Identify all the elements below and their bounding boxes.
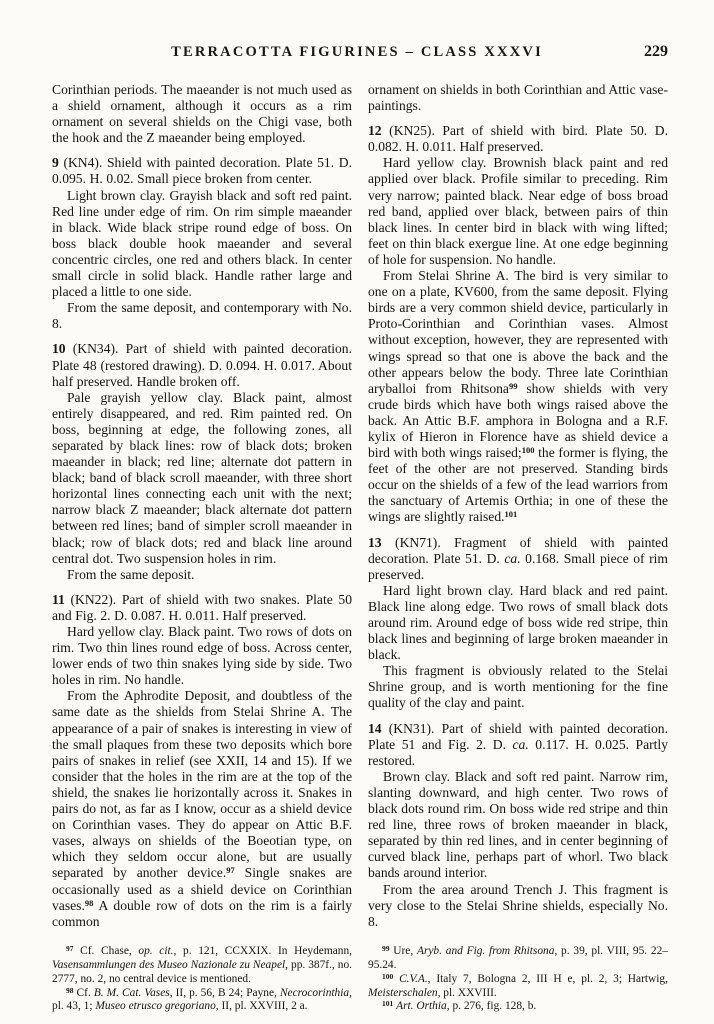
page-title: TERRACOTTA FIGURINES – CLASS XXXVI: [171, 44, 543, 60]
paragraph: [368, 155, 668, 268]
text-run: 10: [52, 341, 66, 357]
text-run: From the Aphrodite Deposit, and doubtless of the same date as the shields from Stelai Shrine A. The appearance of a pair of snakes is interesting in view of the small plaques from these two deposits which bore pairs of snakes in relief (see XXII, 14 and 15). If we consider that the holes in the rim are at the top of the shield, the snakes lie horizontally across it. Snakes in pairs do not, as far as I know, occur as a shield device on Corinthian vases. They do appear on Attic B.F. vases, always on shields of the Boeotian type, on which they seldom occur alone, but are usually separated by another device.: [52, 688, 352, 881]
footnote-ref: 101: [382, 999, 394, 1009]
text-run: Pale grayish yellow clay. Black paint, almost entirely disappeared, and red. Rim painted red. On boss, beginning at edge, the following zones, all separated by black lines: row of black dots; broken maeander in black; red line; alternate dot pattern in black; band of black scroll maeander, with three short horizontal lines connecting each unit with the next; narrow black Z maeander; black alternate dot pattern between red lines; band of simpler scroll maeander in black; row of black dots; red and black line around central dot. Two suspension holes in rim.: [52, 389, 352, 566]
text-run: op. cit.: [138, 944, 174, 957]
paragraph: [368, 663, 668, 711]
paragraph: [368, 769, 668, 882]
footnote: [368, 1000, 668, 1014]
text-run: Art. Orthia: [396, 1000, 447, 1013]
text-run: 9: [52, 155, 59, 171]
text-run: ornament on shields in both Corinthian and Attic vase-paintings.: [368, 82, 668, 114]
footnote: [52, 945, 352, 987]
paragraph: [52, 624, 352, 688]
text-run: , p. 276, fig. 128, b.: [446, 1000, 537, 1013]
text-run: , p. 121, CCXXIX. In Heydemann,: [173, 944, 352, 957]
page-number: 229: [644, 43, 668, 60]
catalog-entry-heading: [52, 155, 352, 187]
text-run: show shields with very crude birds which have both wings raised above the back. An Attic B.F. amphora in Bologna and a R.F. kylix of Hieron in Florence have as shield device a bird with both wings raised;: [368, 380, 668, 461]
paragraph: [368, 268, 668, 526]
column-left-footnotes: [52, 945, 352, 1015]
text-run: (KN71). Fragment of shield with painted decoration. Plate 51. D.: [368, 534, 668, 566]
text-run: ca.: [504, 550, 521, 566]
text-run: From Stelai Shrine A. The bird is very similar to one on a plate, KV600, from the same deposit. Flying birds are a very common shield device, particularly in Proto-Corinthian and Corinthian vases. Almost without exception, however, they are represented with wings spread so that one is above the back and the other appears below the body. Three late Corinthian aryballoi from Rhitsona: [368, 268, 668, 396]
text-run: Aryb. and Fig. from Rhitsona: [416, 944, 555, 957]
footnote-ref: 100: [521, 445, 535, 456]
paragraph: [52, 390, 352, 567]
text-run: the former is flying, the feet of the other are not preserved. Standing birds occur on the shields of a few of the lead warriors from the sanctuary of Artemis Orthia; in one of these the wings are slightly raised.: [368, 445, 668, 525]
text-run: , pp. 387f., no. 2777, no. 2, no central device is mentioned.: [52, 958, 352, 985]
text-run: , Italy 7, Bologna 2, III H e, pl. 2, 3; Hartwig,: [427, 972, 668, 985]
text-run: (KN22). Part of shield with two snakes. Plate 50 and Fig. 2. D. 0.087. H. 0.011. Half preserved.: [52, 591, 352, 623]
text-run: A double row of dots on the rim is a fairly common: [52, 897, 352, 929]
page-body: [52, 82, 668, 1014]
paragraph: [368, 882, 668, 930]
text-run: 11: [52, 591, 65, 607]
footnote: [368, 973, 668, 1001]
text-run: 0.168. Small piece of rim preserved.: [368, 550, 668, 582]
text-run: (KN34). Part of shield with painted decoration. Plate 48 (restored drawing). D. 0.094. H. 0.017. About half preserved. Handle broken off.: [52, 341, 352, 389]
text-run: Hard light brown clay. Hard black and red paint. Black line along edge. Two rows of small black dots around rim. Around edge of boss wide red stripe, thin black lines and beginning of large broken maeander in black.: [368, 582, 668, 663]
text-run: (KN25). Part of shield with bird. Plate 50. D. 0.082. H. 0.011. Half preserved.: [368, 123, 668, 155]
text-run: Brown clay. Black and soft red paint. Narrow rim, slanting downward, and high center. Two rows of black dots round rim. On boss wide red stripe and thin red line, three rows of broken maeander in black, separated by thin red lines, and in center beginning of curved black line, perhaps part of whorl. Two black bands around interior.: [368, 768, 668, 881]
catalog-entry-heading: [368, 721, 668, 769]
text-run: From the same deposit, and contemporary with No. 8.: [52, 300, 352, 332]
paragraph: [52, 688, 352, 929]
text-run: 12: [368, 123, 382, 139]
catalog-entry-heading: [52, 592, 352, 624]
column-left: [52, 82, 352, 1014]
text-run: Vasensammlungen des Museo Nazionale zu Neapel: [52, 958, 286, 971]
text-run: Cf. Chase,: [73, 944, 139, 957]
column-left-text: [52, 82, 352, 930]
footnote-ref: 100: [382, 971, 394, 981]
text-run: Corinthian periods. The maeander is not much used as a shield ornament, although it occurs as a rim ornament on several shields on the Chigi vase, both the hook and the Z maeander being employed.: [52, 82, 352, 146]
paragraph: [52, 567, 352, 583]
text-run: , p. 39, pl. VIII, 95. 22–95.24.: [368, 944, 669, 971]
text-run: Cf.: [73, 986, 94, 999]
catalog-entry-heading: [52, 341, 352, 389]
text-run: Light brown clay. Grayish black and soft red paint. Red line under edge of rim. On rim simple maeander in black. Wide black stripe round edge of boss. On boss black double hook maeander and several concentric circles, one red and others black. In center small circle in solid black. Handle rather large and placed a little to one side.: [52, 187, 352, 300]
text-run: , pl. XXVIII.: [437, 986, 497, 999]
paragraph: [368, 583, 668, 663]
text-run: Single snakes are occasionally used as a shield device on Corinthian vases.: [52, 865, 352, 913]
running-head: [0, 44, 714, 66]
catalog-entry-heading: [368, 535, 668, 583]
footnote-ref: 98: [66, 985, 74, 995]
footnote-ref: 97: [66, 943, 74, 953]
text-run: From the area around Trench J. This fragment is very close to the Stelai Shrine shields, especially No. 8.: [368, 881, 668, 929]
text-run: ca.: [512, 736, 529, 752]
text-run: (KN4). Shield with painted decoration. Plate 51. D. 0.095. H. 0.02. Small piece broken from center.: [52, 155, 352, 187]
text-run: Meisterschalen: [368, 986, 438, 999]
column-right-text: [368, 82, 668, 930]
text-run: Hard yellow clay. Brownish black paint and red applied over black. Profile similar to preceding. Rim very narrow; painted black. Near edge of boss broad red band, applied over black, between pairs of thin black lines. In center bird in black with wing lifted; feet on thin black exergue line. At one edge beginning of hole for suspension. No handle.: [368, 155, 668, 267]
footnote-ref: 98: [84, 897, 94, 908]
footnote-ref: 101: [504, 509, 518, 520]
footnote-ref: 99: [382, 943, 390, 953]
footnote-ref: 99: [508, 380, 518, 391]
catalog-entry-heading: [368, 123, 668, 155]
text-run: 13: [368, 534, 382, 550]
text-run: , pl. 43, 1;: [52, 986, 352, 1013]
column-right-footnotes: [368, 945, 668, 1015]
text-run: Museo etrusco gregoriano: [95, 1000, 216, 1013]
text-run: , II, p. 56, B 24; Payne,: [169, 986, 280, 999]
paragraph: [52, 300, 352, 332]
text-run: Hard yellow clay. Black paint. Two rows of dots on rim. Two thin lines round edge of boss. Across center, lower ends of two thin snakes lying side by side. Two holes in rim. No handle.: [52, 624, 352, 688]
text-run: 14: [368, 720, 382, 736]
text-run: , II, pl. XXVIII, 2 a.: [215, 1000, 308, 1013]
footnote: [52, 987, 352, 1015]
text-run: B. M. Cat. Vases: [93, 986, 170, 999]
footnote: [368, 945, 668, 973]
text-run: Necrocorinthia: [279, 986, 350, 999]
paragraph: [368, 82, 668, 114]
column-right: [368, 82, 668, 1014]
text-run: 0.117. H. 0.025. Partly restored.: [368, 736, 669, 768]
text-run: C.V.A.: [399, 972, 428, 985]
footnote-ref: 97: [226, 865, 235, 876]
paragraph: [52, 82, 352, 146]
text-run: This fragment is obviously related to the Stelai Shrine group, and is worth mentioning for the fine quality of the clay and paint.: [368, 663, 668, 711]
paragraph: [52, 188, 352, 301]
text-run: Ure,: [389, 944, 417, 957]
text-run: (KN31). Part of shield with painted decoration. Plate 51 and Fig. 2. D.: [368, 720, 668, 752]
text-run: From the same deposit.: [67, 566, 195, 582]
